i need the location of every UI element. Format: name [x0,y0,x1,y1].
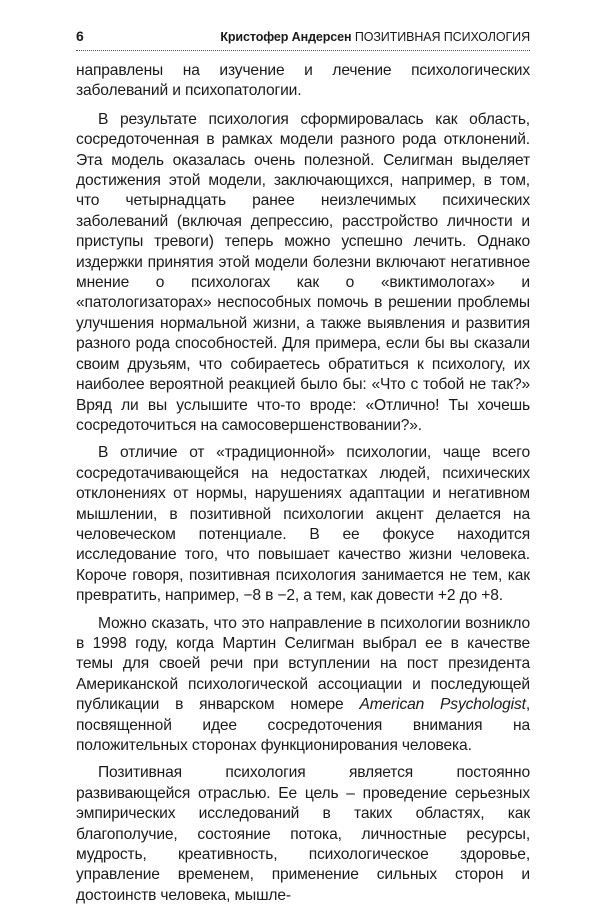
body-text [76,61,530,906]
page-number: 6 [76,28,84,44]
paragraph-origin-1998 [76,614,530,757]
paragraph-traditional-vs-positive: В отличие от «традиционной» психологии, чаще всего сосредотачивающейся на недостатках людей, психических отклонениях от нормы, нарушениях адаптации и негативном мышлении, в позитивной психологии акцент делается на человеческом потенциале. В ее фокусе находится исследование того, что повышает качество жизни человека. Короче говоря, позитивная психология занимается не тем, как превратить, например, −8 в −2, а тем, как довести +2 до +8. [76,444,530,605]
running-head [220,30,530,44]
journal-title-italic: American Psychologist [359,696,526,714]
paragraph-continuation: направлены на изучение и лечение психологических заболеваний и психопатологии. [76,62,530,100]
running-head-author: Кристофер Андерсен [220,30,352,44]
running-header [76,28,530,51]
paragraph-developing-field: Позитивная психология является постоянно развивающейся отраслью. Ее цель – проведение серьезных эмпирических исследований в таких областях, как благополучие, состояние потока, личностные ресурсы, мудрость, креативность, психологическое здоровье, управление временем, применение сильных сторон и достоинств человека, мышле- [76,764,530,904]
running-head-title: ПОЗИТИВНАЯ ПСИХОЛОГИЯ [354,30,530,44]
paragraph-origin-text-before: Можно сказать, что это направление в психологии возникло в 1998 году, когда Мартин Селигман выбрал ее в качестве темы для своей речи при вступлении на пост президента Американской психологической ассоциации и последующей публикации в январском номере [76,614,530,714]
paragraph-origin-text-after: , посвященной идее сосредоточения внимания на положительных сторонах функционирования человека. [76,696,530,754]
paragraph-deviation-model: В результате психология сформировалась как область, сосредоточенная в рамках модели разного рода отклонений. Эта модель оказалась очень полезной. Селигман выделяет достижения этой модели, заключающихся, например, в том, что четырнадцать ранее неизлечимых психических заболеваний (включая депрессию, расстройство личности и приступы тревоги) теперь можно успешно лечить. Однако издержки принятия этой модели болезни включают негативное мнение о психологах как о «виктимологах» и «патологизаторах» неспособных помочь в решении проблемы улучшения нормальной жизни, а также выявления и развития разного рода способностей. Для примера, если бы вы сказали своим друзьям, что собираетесь обратиться к психологу, их наиболее вероятной реакцией было бы: «Что с тобой не так?» Вряд ли вы услышите что-то вроде: «Отлично! Ты хочешь сосредоточиться на самосовершенствовании?». [76,110,530,434]
